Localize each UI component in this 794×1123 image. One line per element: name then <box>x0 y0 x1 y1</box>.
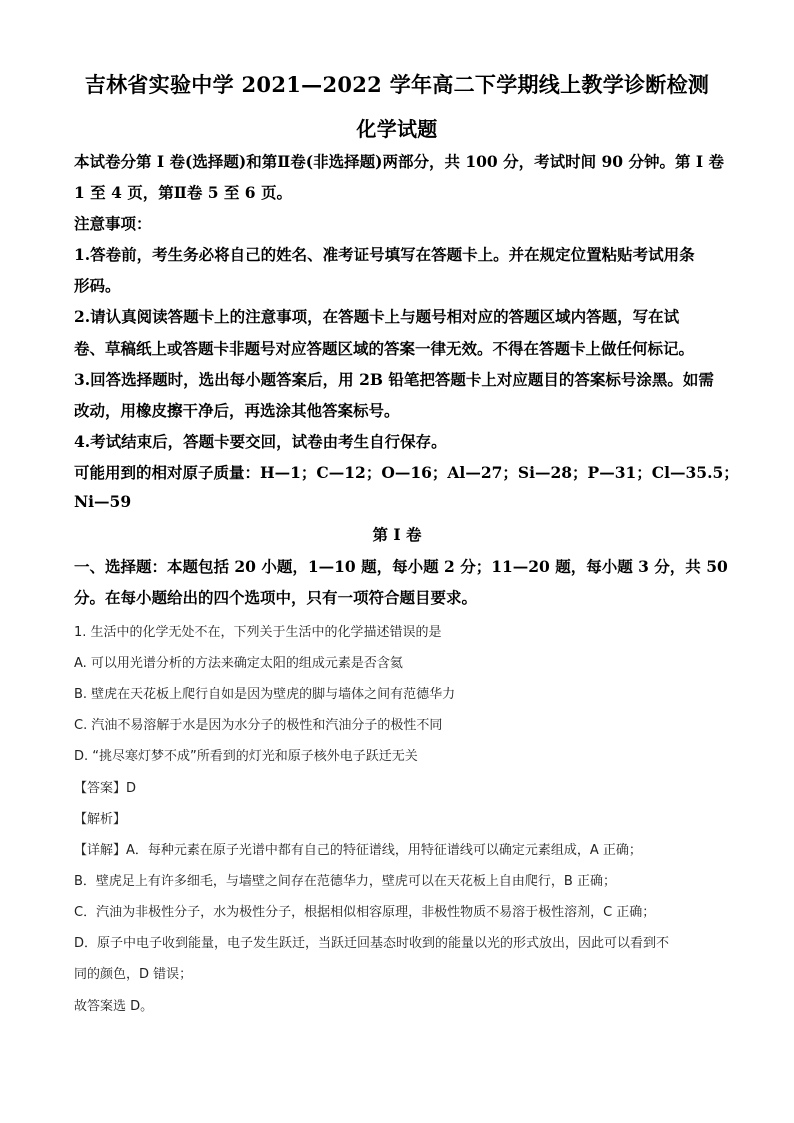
note-3-line-1: 3.回答选择题时，选出每小题答案后，用 2B 铅笔把答题卡上对应题目的答案标号涂黑。如需 <box>74 370 714 389</box>
note-2-line-2: 卷、草稿纸上或答题卡非题号对应答题区域的答案一律无效。不得在答题卡上做任何标记。 <box>74 339 695 358</box>
section-heading: 第 I 卷 <box>372 525 422 544</box>
atomic-mass-line-2: Ni—59 <box>74 492 132 511</box>
section-instruction-line-1: 一、选择题：本题包括 20 小题，1—10 题，每小题 2 分；11—20 题，每小题 3 分，共 50 <box>74 557 728 576</box>
question-1-option-d: D. “挑尽寒灯梦不成”所看到的灯光和原子核外电子跃迁无关 <box>74 749 418 764</box>
exam-title: 吉林省实验中学 2021—2022 学年高二下学期线上教学诊断检测 <box>84 72 710 97</box>
section-instruction-line-2: 分。在每小题给出的四个选项中，只有一项符合题目要求。 <box>74 588 478 607</box>
question-1-option-b: B. 壁虎在天花板上爬行自如是因为壁虎的脚与墙体之间有范德华力 <box>74 687 456 702</box>
question-1-option-c: C. 汽油不易溶解于水是因为水分子的极性和汽油分子的极性不同 <box>74 718 443 733</box>
note-4: 4.考试结束后，答题卡要交回，试卷由考生自行保存。 <box>74 432 447 451</box>
question-1-detail-b: B．壁虎足上有许多细毛，与墙壁之间存在范德华力，壁虎可以在天花板上自由爬行，B 正确； <box>74 874 616 889</box>
question-1-stem: 1. 生活中的化学无处不在，下列关于生活中的化学描述错误的是 <box>74 625 442 640</box>
question-1-detail-d-line-2: 同的颜色，D 错误； <box>74 967 193 982</box>
question-1-option-a: A. 可以用光谱分析的方法来确定太阳的组成元素是否含氦 <box>74 656 403 671</box>
atomic-mass-line-1: 可能用到的相对原子质量：H—1；C—12；O—16；Al—27；Si—28；P—31；Cl—35.5； <box>74 463 739 482</box>
note-1-line-1: 1.答卷前，考生务必将自己的姓名、准考证号填写在答题卡上。并在规定位置粘贴考试用条 <box>74 245 695 264</box>
question-1-analysis-label: 【解析】 <box>74 812 127 827</box>
question-1-detail-d-line-1: D．原子中电子收到能量，电子发生跃迁，当跃迁回基态时收到的能量以光的形式放出，因此可以看到不 <box>74 936 670 951</box>
question-1-answer: 【答案】D <box>74 781 137 796</box>
question-1-detail-a: 【详解】A．每种元素在原子光谱中都有自己的特征谱线，用特征谱线可以确定元素组成，A 正确； <box>74 843 642 858</box>
note-2-line-1: 2.请认真阅读答题卡上的注意事项，在答题卡上与题号相对应的答题区域内答题，写在试 <box>74 307 680 326</box>
question-1-detail-c: C．汽油为非极性分子，水为极性分子，根据相似相容原理，非极性物质不易溶于极性溶剂，C 正确； <box>74 905 656 920</box>
intro-line-1: 本试卷分第 I 卷(选择题)和第Ⅱ卷(非选择题)两部分，共 100 分，考试时间 90 分钟。第 I 卷 <box>74 152 724 171</box>
question-1-conclusion: 故答案选 D。 <box>74 999 154 1014</box>
notes-heading: 注意事项： <box>74 214 152 233</box>
exam-subtitle: 化学试题 <box>356 117 438 141</box>
intro-line-2: 1 至 4 页，第Ⅱ卷 5 至 6 页。 <box>74 183 292 202</box>
note-3-line-2: 改动，用橡皮擦干净后，再选涂其他答案标号。 <box>74 401 400 420</box>
note-1-line-2: 形码。 <box>74 276 121 295</box>
